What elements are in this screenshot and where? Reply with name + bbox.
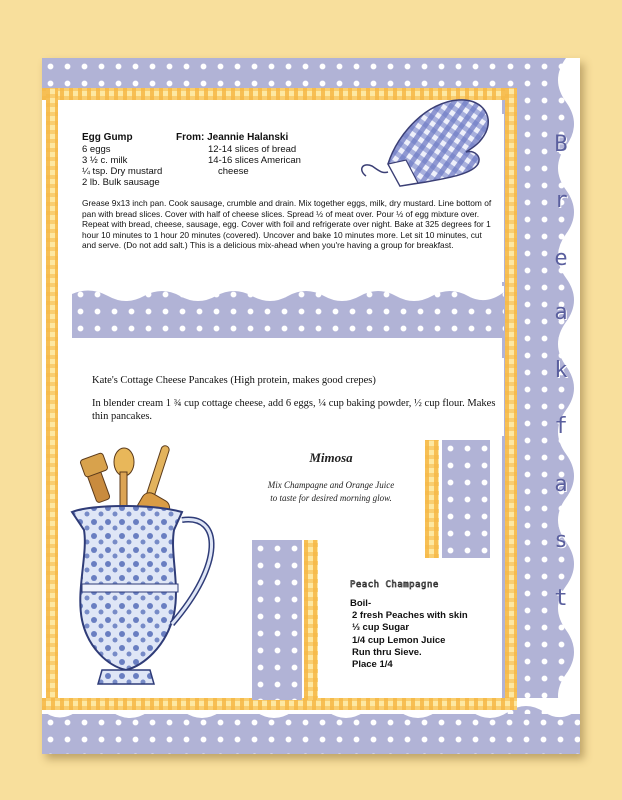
pancakes-directions: In blender cream 1 ¾ cup cottage cheese, add 6 eggs, ¼ cup baking powder, ½ cup flour. Makes thin pancakes. [92, 398, 496, 422]
title-letter: f [554, 414, 568, 439]
title-letter: t [554, 586, 568, 611]
title-letter: s [554, 528, 568, 553]
title-letter: a [554, 300, 568, 325]
ingredient: ¼ tsp. Dry mustard [82, 166, 163, 177]
pancakes-title: Kate's Cottage Cheese Pancakes (High protein, makes good crepes) [92, 375, 376, 386]
title-letter: r [554, 188, 568, 213]
ingredient: 14-16 slices American [208, 155, 301, 166]
peach-dotted-accent [252, 540, 302, 700]
egg-gump-directions: Grease 9x13 inch pan. Cook sausage, crumble and drain. Mix together eggs, milk, dry mustard. Line bottom of pan with bread slices. Cover with half of cheese slices. Spread ½ of meat over. Pour ½ of egg mixture over. Repeat with bread, cheese, sausage, egg. Cover with foil and refrigerate over night. Bake at 325 degrees for 1 hour 10 minutes to 1 hour 20 minutes (covered). Uncover and bake 10 minutes more. Let sit 10 minutes, cut and serve. (Do not add salt.) This is a delicious mix-ahead when you're having a group for breakfast. [82, 198, 492, 251]
mimosa-plaid-accent [425, 440, 439, 558]
middle-strip-wave [72, 286, 504, 306]
peach-plaid-accent [304, 540, 318, 700]
ingredient: 3 ½ c. milk [82, 155, 128, 166]
peach-title: Peach Champagne [350, 580, 439, 590]
egg-gump-ingredients-right [208, 144, 301, 177]
pancakes-card [72, 358, 504, 436]
title-letter: k [554, 358, 568, 383]
recipe-line: ⅓ cup Sugar [352, 622, 410, 634]
recipe-line: 2 fresh Peaches with skin [352, 610, 468, 622]
recipe-line: Run thru Sieve. [352, 646, 422, 658]
mimosa-title: Mimosa [309, 450, 353, 465]
ingredient: 12-14 slices of bread [208, 144, 297, 155]
egg-gump-title: Egg Gump [82, 132, 133, 143]
title-letter: a [554, 472, 568, 497]
title-letter: B [554, 132, 568, 157]
title-letter: e [554, 246, 568, 271]
recipe-line: Boil- [350, 598, 372, 609]
right-scallop-edge [542, 58, 580, 754]
ingredient: 6 eggs [82, 144, 111, 155]
recipe-line: Place 1/4 [352, 659, 393, 671]
ingredient: 2 lb. Bulk sausage [82, 177, 160, 188]
mimosa-line-1: Mix Champagne and Orange Juice [267, 480, 395, 490]
mimosa-line-2: to taste for desired morning glow. [270, 493, 392, 503]
egg-gump-from: From: Jeannie Halanski [176, 132, 289, 143]
mimosa-dotted-accent [442, 440, 490, 558]
ingredient: cheese [218, 166, 249, 177]
egg-gump-ingredients-left [82, 144, 162, 188]
oven-mitt-illustration [348, 92, 508, 192]
peach-recipe [350, 598, 468, 671]
plaid-frame-left [46, 88, 58, 710]
pitcher-utensils-illustration [62, 434, 238, 696]
recipe-line: 1/4 cup Lemon Juice [352, 634, 446, 646]
scrapbook-page [42, 58, 580, 754]
